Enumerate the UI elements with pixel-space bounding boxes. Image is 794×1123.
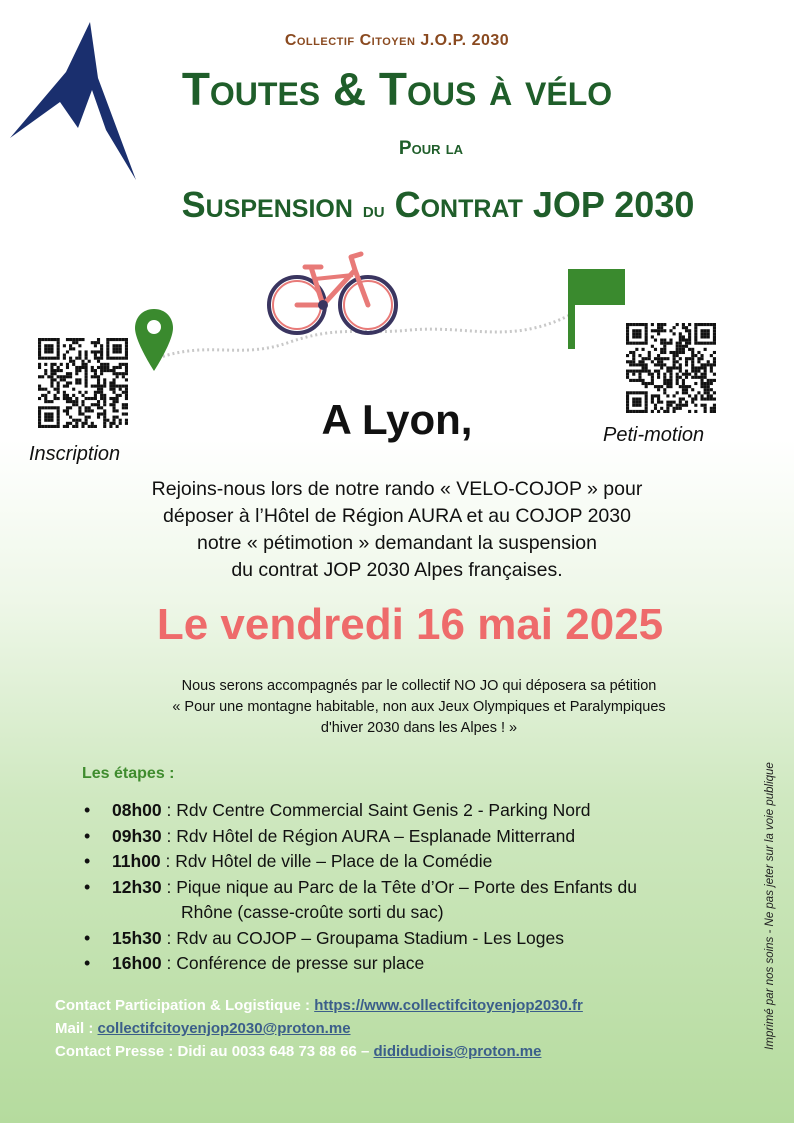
side-note: Imprimé par nos soins - Ne pas jeter sur la voie publique	[764, 762, 776, 1050]
list-item: • 08h00 : Rdv Centre Commercial Saint Genis 2 - Parking Nord	[84, 798, 764, 824]
steps-title: Les étapes :	[82, 765, 175, 782]
qr-label-inscription: Inscription	[29, 443, 121, 465]
finish-flag-icon	[566, 267, 628, 351]
contact-block	[55, 994, 583, 1063]
list-item: • 09h30 : Rdv Hôtel de Région AURA – Esplanade Mitterrand	[84, 824, 764, 850]
location-pin-icon	[133, 307, 175, 375]
website-link[interactable]: https://www.collectifcitoyenjop2030.fr	[314, 997, 583, 1014]
main-title: Toutes & Tous à vélo	[181, 63, 613, 115]
nojo-notice: Nous serons accompagnés par le collectif NO JO qui déposera sa pétition « Pour une montagne habitable, non aux Jeux Olympiques et Paralympiques d'hiver 2030 dans les Alpes ! »	[172, 678, 666, 736]
event-date: Le vendredi 16 mai 2025	[156, 600, 664, 649]
pour-la-text: Pour la	[398, 138, 464, 159]
press-mail-link[interactable]: dididudiois@proton.me	[373, 1043, 542, 1060]
press-label: Contact Presse : Didi au 0033 648 73 88 66 –	[55, 1043, 374, 1060]
steps-list	[84, 798, 764, 977]
bicycle-icon	[265, 245, 400, 340]
collectif-name: Collectif Citoyen J.O.P. 2030	[284, 32, 510, 49]
intro-paragraph: Rejoins-nous lors de notre rando « VELO-COJOP » pour déposer à l’Hôtel de Région AURA et au COJOP 2030 notre « pétimotion » demandant la suspension du contrat JOP 2030 Alpes françaises.	[151, 478, 643, 581]
list-item: • 16h00 : Conférence de presse sur place	[84, 951, 764, 977]
mail-label: Mail :	[55, 1020, 98, 1037]
list-item: • 15h30 : Rdv au COJOP – Groupama Stadium - Les Loges	[84, 926, 764, 952]
list-item: • 11h00 : Rdv Hôtel de ville – Place de la Comédie	[84, 849, 764, 875]
city-heading: A Lyon,	[321, 396, 473, 443]
mail-link[interactable]: collectifcitoyenjop2030@proton.me	[97, 1020, 351, 1037]
qr-label-petimotion: Peti-motion	[603, 424, 705, 446]
contact-participation-label: Contact Participation & Logistique :	[55, 997, 315, 1014]
subtitle: Suspension du Contrat JOP 2030	[181, 184, 695, 225]
list-item: • 12h30 : Pique nique au Parc de la Tête d’Or – Porte des Enfants du Rhône (casse-croûte sorti du sac)	[84, 875, 764, 926]
